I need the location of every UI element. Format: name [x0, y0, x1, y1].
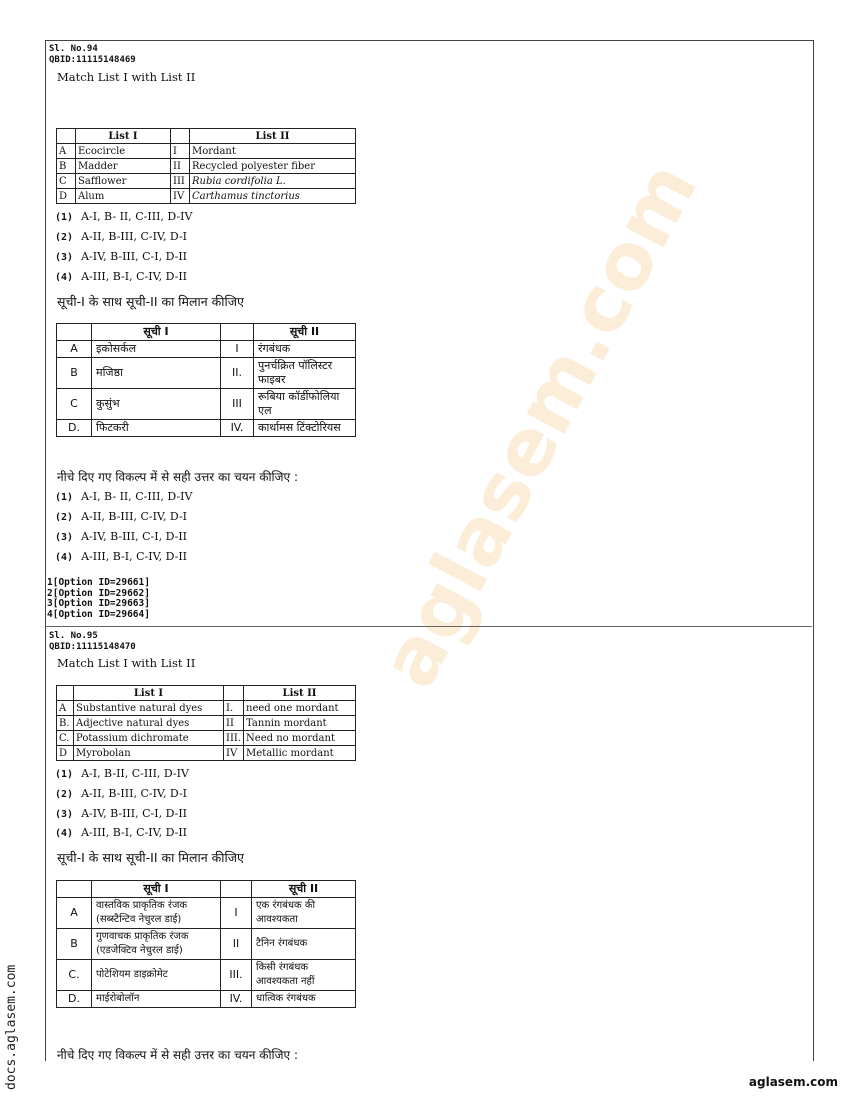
option-text: A-II, B-III, C-IV, D-I — [81, 510, 188, 523]
cell: एक रंगबंधक की आवश्यकता — [252, 898, 356, 929]
cell: III — [171, 174, 190, 189]
q94-stem-hi: सूची-I के साथ सूची-II का मिलान कीजिए — [57, 294, 244, 309]
cell: Alum — [76, 189, 171, 204]
cell: A — [57, 898, 92, 929]
cell: Potassium dichromate — [74, 731, 224, 746]
cell: III. — [224, 731, 244, 746]
cell: Adjective natural dyes — [74, 716, 224, 731]
cell: माईरोबोलॉन — [92, 991, 221, 1008]
q95-option-1: (1) A-I, B-II, C-III, D-IV — [55, 767, 189, 780]
option-text: A-IV, B-III, C-I, D-II — [81, 530, 188, 543]
q94-option-4: (4) A-III, B-I, C-IV, D-II — [55, 270, 188, 283]
option-text: A-I, B-II, C-III, D-IV — [81, 767, 189, 780]
cell: I. — [224, 701, 244, 716]
q94-table-hi — [56, 323, 356, 437]
cell: IV. — [221, 420, 254, 437]
q95-hi-list1-header: सूची I — [92, 881, 221, 898]
q95-stem: Match List I with List II — [57, 656, 196, 670]
option-text: A-II, B-III, C-IV, D-I — [81, 787, 188, 800]
table-row — [57, 731, 356, 746]
cell: रंगबंधक — [254, 341, 356, 358]
table-row — [57, 389, 356, 420]
table-row — [57, 341, 356, 358]
q94-hi-list2-header: सूची II — [254, 324, 356, 341]
cell: Tannin mordant — [244, 716, 356, 731]
watermark: aglasem.com — [363, 148, 716, 702]
option-text: A-I, B- II, C-III, D-IV — [81, 490, 193, 503]
cell: Myrobolan — [74, 746, 224, 761]
cell: A — [57, 341, 92, 358]
cell: Recycled polyester fiber — [190, 159, 356, 174]
q95-sl-no: Sl. No.95 — [49, 631, 98, 641]
table-row — [57, 929, 356, 960]
cell: B — [57, 358, 92, 389]
cell: Carthamus tinctorius — [190, 189, 356, 204]
option-text: A-III, B-I, C-IV, D-II — [81, 550, 188, 563]
cell: D — [57, 746, 74, 761]
cell: पुनर्चक्रित पॉलिस्टर फाइबर — [254, 358, 356, 389]
cell: need one mordant — [244, 701, 356, 716]
q95-prompt-hi: नीचे दिए गए विकल्प में से सही उत्तर का चयन कीजिए : — [57, 1048, 299, 1062]
cell: I — [221, 898, 252, 929]
option-id: 3[Option ID=29663] — [47, 598, 150, 609]
table-row — [57, 716, 356, 731]
cell: वास्तविक प्राकृतिक रंजक (सब्स्टैन्टिव नेचुरल डाई) — [92, 898, 221, 929]
q94-hi-option-2: (2) A-II, B-III, C-IV, D-I — [55, 510, 188, 523]
q95-hi-list2-header: सूची II — [252, 881, 356, 898]
cell: IV — [171, 189, 190, 204]
option-text: A-III, B-I, C-IV, D-II — [81, 270, 188, 283]
option-id: 1[Option ID=29661] — [47, 577, 150, 588]
cell: किसी रंगबंधक आवश्यकता नहीं — [252, 960, 356, 991]
option-id: 2[Option ID=29662] — [47, 587, 150, 599]
cell: C — [57, 389, 92, 420]
table-row — [57, 174, 356, 189]
q94-list1-header: List I — [76, 129, 171, 144]
brand-footer: aglasem.com — [748, 1075, 838, 1089]
q95-list1-header: List I — [74, 686, 224, 701]
q94-hi-list1-header: सूची I — [92, 324, 221, 341]
q95-table-en — [56, 685, 356, 761]
q94-hi-option-4: (4) A-III, B-I, C-IV, D-II — [55, 550, 188, 563]
q95-option-4: (4) A-III, B-I, C-IV, D-II — [55, 826, 188, 839]
cell: C. — [57, 960, 92, 991]
q95-table-hi — [56, 880, 356, 1008]
cell: रूबिया कॉर्डीफोलिया एल — [254, 389, 356, 420]
cell: Ecocircle — [76, 144, 171, 159]
cell: Rubia cordifolia L. — [190, 174, 356, 189]
option-text: A-I, B- II, C-III, D-IV — [81, 210, 193, 223]
q94-prompt-hi: नीचे दिए गए विकल्प में से सही उत्तर का चयन कीजिए : — [57, 470, 299, 484]
q94-qbid: QBID:11115148469 — [49, 55, 136, 65]
cell: कार्थामस टिंक्टोरियस — [254, 420, 356, 437]
cell: II. — [221, 358, 254, 389]
cell: D — [57, 189, 76, 204]
table-row — [57, 898, 356, 929]
cell: फिटकरी — [92, 420, 221, 437]
cell: पोटेशियम डाइक्रोमेट — [92, 960, 221, 991]
q95-list2-header: List II — [244, 686, 356, 701]
cell: Safflower — [76, 174, 171, 189]
cell: II — [224, 716, 244, 731]
q94-option-1: (1) A-I, B- II, C-III, D-IV — [55, 210, 193, 223]
q95-qbid: QBID:11115148470 — [49, 642, 136, 652]
cell: IV. — [221, 991, 252, 1008]
q94-table-en — [56, 128, 356, 204]
table-row — [57, 189, 356, 204]
cell: Need no mordant — [244, 731, 356, 746]
question-divider — [45, 626, 812, 627]
q94-sl-no: Sl. No.94 — [49, 44, 98, 54]
cell: B — [57, 929, 92, 960]
q95-option-3: (3) A-IV, B-III, C-I, D-II — [55, 807, 188, 820]
cell: गुणवाचक प्राकृतिक रंजक (एडजेक्टिव नेचुरल डाई) — [92, 929, 221, 960]
q94-option-ids — [47, 578, 150, 620]
cell: C — [57, 174, 76, 189]
q95-header — [49, 631, 136, 653]
cell: B — [57, 159, 76, 174]
q94-list2-header: List II — [190, 129, 356, 144]
cell: D. — [57, 420, 92, 437]
q95-stem-hi: सूची-I के साथ सूची-II का मिलान कीजिए — [57, 850, 244, 865]
cell: टैनिन रंगबंधक — [252, 929, 356, 960]
cell: B. — [57, 716, 74, 731]
option-text: A-III, B-I, C-IV, D-II — [81, 826, 188, 839]
cell: III — [221, 389, 254, 420]
cell: D. — [57, 991, 92, 1008]
q94-hi-option-3: (3) A-IV, B-III, C-I, D-II — [55, 530, 188, 543]
cell: C. — [57, 731, 74, 746]
cell: A — [57, 144, 76, 159]
option-text: A-IV, B-III, C-I, D-II — [81, 250, 188, 263]
cell: Substantive natural dyes — [74, 701, 224, 716]
cell: Mordant — [190, 144, 356, 159]
cell: मजिष्ठा — [92, 358, 221, 389]
q94-header — [49, 44, 136, 66]
cell: II — [221, 929, 252, 960]
q94-stem: Match List I with List II — [57, 70, 196, 84]
table-row — [57, 144, 356, 159]
cell: Madder — [76, 159, 171, 174]
option-text: A-IV, B-III, C-I, D-II — [81, 807, 188, 820]
cell: II — [171, 159, 190, 174]
table-row — [57, 159, 356, 174]
table-row — [57, 746, 356, 761]
q94-option-2: (2) A-II, B-III, C-IV, D-I — [55, 230, 188, 243]
cell: इकोसर्कल — [92, 341, 221, 358]
side-watermark-text: docs.aglasem.com — [4, 964, 19, 1090]
cell: कुसुंभ — [92, 389, 221, 420]
cell: A — [57, 701, 74, 716]
cell: I — [221, 341, 254, 358]
table-row — [57, 701, 356, 716]
cell: धात्विक रंगबंधक — [252, 991, 356, 1008]
cell: I — [171, 144, 190, 159]
cell: III. — [221, 960, 252, 991]
q94-hi-option-1: (1) A-I, B- II, C-III, D-IV — [55, 490, 193, 503]
table-row — [57, 991, 356, 1008]
option-id: 4[Option ID=29664] — [47, 608, 150, 620]
cell: IV — [224, 746, 244, 761]
table-row — [57, 960, 356, 991]
option-text: A-II, B-III, C-IV, D-I — [81, 230, 188, 243]
cell: Metallic mordant — [244, 746, 356, 761]
q94-option-3: (3) A-IV, B-III, C-I, D-II — [55, 250, 188, 263]
q95-option-2: (2) A-II, B-III, C-IV, D-I — [55, 787, 188, 800]
table-row — [57, 420, 356, 437]
table-row — [57, 358, 356, 389]
